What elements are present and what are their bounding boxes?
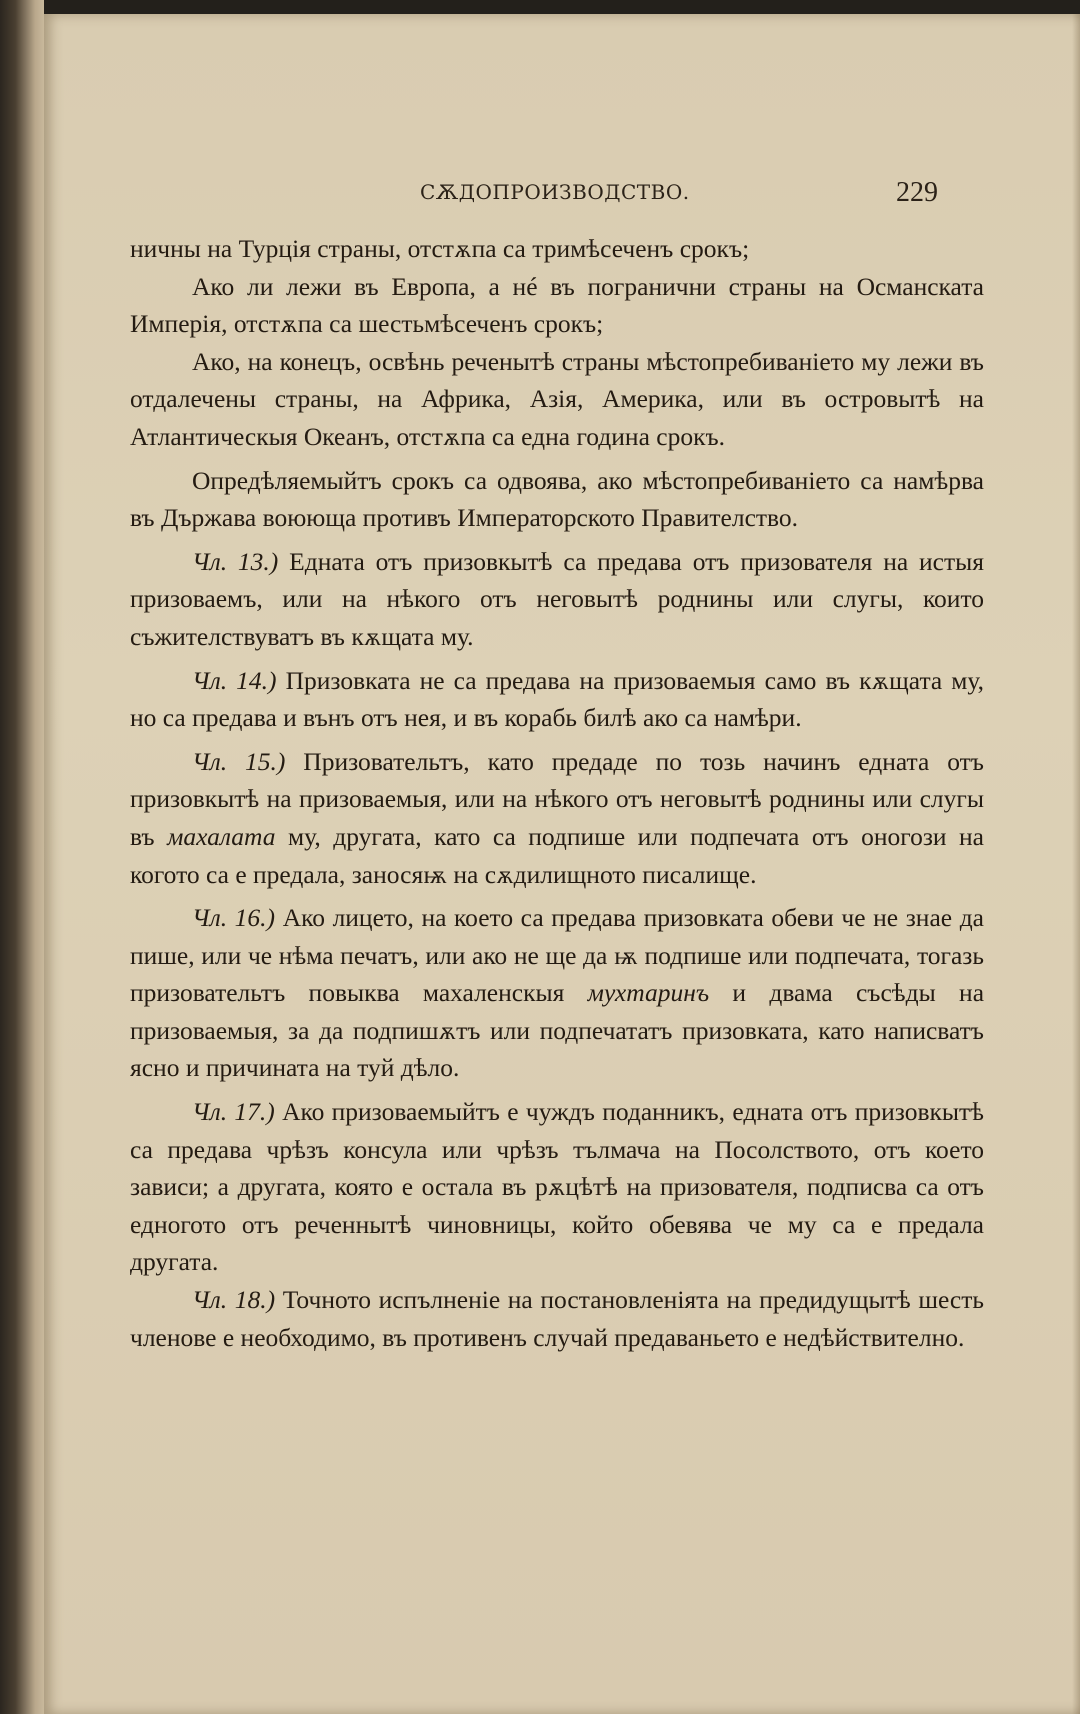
article-13 xyxy=(130,543,984,656)
paragraph xyxy=(130,343,984,456)
article-14 xyxy=(130,662,984,737)
article-15 xyxy=(130,743,984,893)
article-number: Чл. 13.) xyxy=(192,546,279,576)
paragraph-text: Ако, на конецъ, освѣнь реченытѣ страны мѣстопребиваніето му лежи въ отдалечены страны, на Африка, Азія, Америка, или въ островытѣ на Атлантическыя Океанъ, отстѫпа са една година срокъ. xyxy=(130,346,984,451)
body-text xyxy=(130,230,984,1356)
article-number: Чл. 15.) xyxy=(192,746,286,776)
article-text: Едната отъ призовкытѣ са предава отъ призователя на истыя призоваемъ, или на нѣкого отъ неговытѣ роднины или слугы, които съжителствуватъ въ кѫщата му. xyxy=(130,546,984,651)
article-16 xyxy=(130,899,984,1087)
book-binding-edge xyxy=(0,0,44,1714)
article-number: Чл. 16.) xyxy=(192,903,276,933)
article-number: Чл. 17.) xyxy=(192,1097,275,1127)
paragraph-text: ничны на Турція страны, отстѫпа са тримѣсеченъ срокъ; xyxy=(130,234,750,263)
article-text: Ако призоваемыйтъ е чуждъ поданникъ, едната отъ призовкытѣ са предава чрѣзъ консула или чрѣзъ тълмача на Посолството, отъ което зависи; а другата, която е остала въ рѫцѣтѣ на призователя, подписва са отъ едногото отъ реченнытѣ чиновницы, който обевява че му са е предала другата. xyxy=(130,1097,984,1277)
book-page xyxy=(44,14,1080,1714)
paragraph-text: Ако ли лежи въ Европа, а нé въ погранични страны на Османската Имперія, отстѫпа са шестьмѣсеченъ срокъ; xyxy=(130,271,984,339)
article-text: Ако лицето, на което са предава призовката обеви че не знае да пише, или че нѣма печатъ, или ако не ще да ѭ подпише или подпечата, тогазь призовательтъ повыква махаленскыя xyxy=(130,903,984,1008)
paragraph xyxy=(130,268,984,343)
running-title: СѪДОПРОИЗВОДСТВО. xyxy=(420,180,690,204)
paragraph-continuation xyxy=(130,230,984,268)
paragraph xyxy=(130,462,984,537)
article-text: му, другата, като са подпише или подпечата отъ оногози на когото са е предала, заносяѭ на сѫдилищното писалище. xyxy=(130,821,985,889)
article-text: Призовката не са предава на призоваемыя само въ кѫщата му, но са предава и вънъ отъ нея, и въ корабь билѣ ако са намѣри. xyxy=(130,665,984,733)
article-17 xyxy=(130,1093,984,1281)
italic-term: мухтаринъ xyxy=(587,978,710,1008)
italic-term: махалата xyxy=(167,821,276,851)
article-text: и двама съсѣды на призоваемыя, за да подпишѫтъ или подпечататъ призовката, като написватъ ясно и причината на туй дѣло. xyxy=(130,978,985,1083)
page-number: 229 xyxy=(896,177,938,208)
article-text: Призовательтъ, като предаде по тозь начинъ едната отъ призовкытѣ на призоваемыя, или на нѣкого отъ неговытѣ роднины или слугы въ xyxy=(130,746,984,851)
paragraph-text: Опредѣляемыйтъ срокъ са одвоява, ако мѣстопребиваніето са намѣрва въ Държава воююща противъ Императорското Правителство. xyxy=(130,465,984,533)
article-text: Точното испълненіе на постановленіята на предидущытѣ шесть членове е необходимо, въ противенъ случай предаваньето е недѣйствително. xyxy=(130,1285,984,1352)
article-18 xyxy=(130,1281,984,1356)
page-header xyxy=(44,177,1080,214)
article-number: Чл. 18.) xyxy=(192,1285,276,1315)
article-number: Чл. 14.) xyxy=(192,665,277,695)
